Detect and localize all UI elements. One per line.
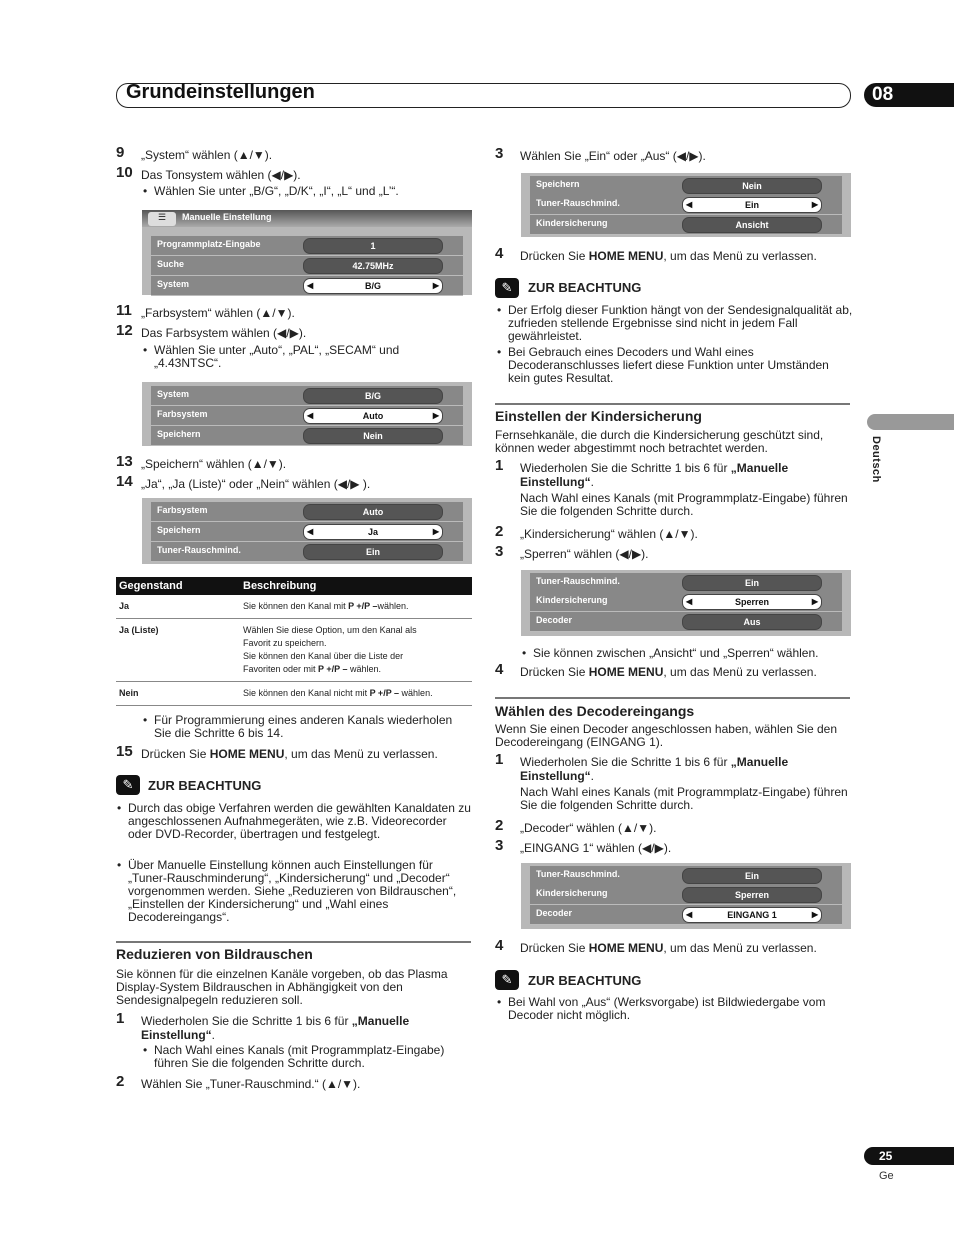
page-title: Grundeinstellungen — [126, 81, 315, 103]
section-title-decoder: Wählen des Decodereingangs — [495, 703, 695, 719]
bullet-tonsystem: • Wählen Sie unter „B/G“, „D/K“, „I“, „L“ und „L’“. — [154, 185, 464, 198]
section-divider — [116, 941, 471, 943]
options-table: Gegenstand Beschreibung Ja Sie können den Kanal mit P +/P –wählen. Ja (Liste) Wählen Sie diese Option, um den Kanal als Favorit zu speichern. Sie können den Kanal über die Liste der Favoriten oder mit P +/P – wählen. Nein Sie können den Kanal nicht mit P +/P – wählen. — [116, 577, 472, 706]
side-language-label: Deutsch — [870, 436, 882, 483]
osd-header: Manuelle Einstellung — [142, 210, 472, 227]
note-bullet: • Über Manuelle Einstellung können auch Einstellungen für „Tuner-Rauschminderung“, „Kindersicherung“ und „Decoder“ vorgenommen werden. Siehe „Reduzieren von Bildrauschen“, „Einstellen der Kindersicherung“ und „Wahl eines Decodereingangs“. — [128, 859, 473, 924]
bullet-programming: • Für Programmierung eines anderen Kanals wiederholen Sie die Schritte 6 bis 14. — [154, 714, 454, 740]
note-heading: ZUR BEACHTUNG — [528, 280, 642, 295]
section-intro: Sie können für die einzelnen Kanäle vorgeben, ob das Plasma Display-System Bildrauschen in Abhängigkeit von den Sendesignalpegeln reduzieren soll. — [116, 967, 448, 1007]
table-row: Ja Sie können den Kanal mit P +/P –wählen. — [116, 595, 472, 619]
section-intro: Wenn Sie einen Decoder angeschlossen haben, wählen Sie den Decodereingang (EINGANG 1). — [495, 722, 838, 749]
osd-decoder: Tuner-Rauschmind. Ein Kindersicherung Sperren Decoder ◀ EINGANG 1 ▶ — [521, 863, 851, 929]
note-bullet: • Durch das obige Verfahren werden die gewählten Kanaldaten zu angeschlossenen Aufnahmegeräten, wie z.B. Videorecorder oder DVD-Recorder, übertragen und festgelegt. — [128, 802, 473, 841]
osd-child-lock: Tuner-Rauschmind. Ein Kindersicherung ◀ Sperren ▶ Decoder Aus — [521, 570, 851, 636]
section-divider — [495, 403, 850, 405]
section-intro: Fernsehkanäle, die durch die Kindersicherung geschützt sind, können weder abgestimmt noch betrachtet werden. — [495, 428, 824, 455]
language-code: Ge — [879, 1170, 894, 1182]
osd-noise: Speichern Nein Tuner-Rauschmind. ◀ Ein ▶ Kindersicherung Ansicht — [521, 173, 851, 237]
osd-row: System ◀ B/G ▶ — [151, 276, 463, 296]
note-icon: ✎ — [495, 278, 519, 298]
noise-bullet: • Nach Wahl eines Kanals (mit Programmplatz-Eingabe) führen Sie die folgenden Schritte durch. — [154, 1044, 469, 1070]
bullet-farbsystem: • Wählen Sie unter „Auto“, „PAL“, „SECAM“ und „4.43NTSC“. — [154, 344, 454, 370]
osd-color-system: System B/G Farbsystem ◀ Auto ▶ Speichern Nein — [142, 382, 472, 446]
section-divider — [495, 697, 850, 699]
section-title-noise: Reduzieren von Bildrauschen — [116, 946, 313, 962]
table-row: Ja (Liste) Wählen Sie diese Option, um den Kanal als Favorit zu speichern. Sie können den Kanal über die Liste der Favoriten oder mit P +/P – wählen. — [116, 619, 472, 682]
section-title-child: Einstellen der Kindersicherung — [495, 408, 702, 424]
note-heading: ZUR BEACHTUNG — [148, 778, 262, 793]
note-bullet: • Bei Wahl von „Aus“ (Werksvorgabe) ist Bildwiedergabe vom Decoder nicht möglich. — [508, 996, 853, 1022]
osd-save: Farbsystem Auto Speichern ◀ Ja ▶ Tuner-Rauschmind. Ein — [142, 498, 472, 564]
note-bullet: • Bei Gebrauch eines Decoders und Wahl eines Decoderanschlusses liefert diese Funktion unter Umständen kein gutes Resultat. — [508, 346, 853, 385]
page-number: 25 — [864, 1147, 954, 1165]
child-bullet: • Sie können zwischen „Ansicht“ und „Sperren“ wählen. — [533, 647, 853, 660]
child-step-1-sub: Nach Wahl eines Kanals (mit Programmplatz-Eingabe) führen Sie die folgenden Schritte durch. — [520, 491, 848, 518]
table-row: Nein Sie können den Kanal nicht mit P +/P – wählen. — [116, 682, 472, 706]
chapter-number: 08 — [864, 83, 954, 107]
side-tab — [867, 414, 954, 430]
note-icon: ✎ — [495, 970, 519, 990]
note-bullet: • Der Erfolg dieser Funktion hängt von der Sendesignalqualität ab, zufrieden stellende Ergebnisse sind nicht in jedem Fall gewährleistet. — [508, 304, 853, 343]
osd-row: Programmplatz-Eingabe 1 — [151, 236, 463, 256]
osd-manual-setting — [142, 210, 472, 295]
osd-row: Suche 42.75MHz — [151, 256, 463, 276]
decoder-step-1-sub: Nach Wahl eines Kanals (mit Programmplatz-Eingabe) führen Sie die folgenden Schritte durch. — [520, 785, 848, 812]
menu-icon: ☰ — [148, 212, 176, 226]
note-heading: ZUR BEACHTUNG — [528, 973, 642, 988]
note-icon: ✎ — [116, 775, 140, 795]
